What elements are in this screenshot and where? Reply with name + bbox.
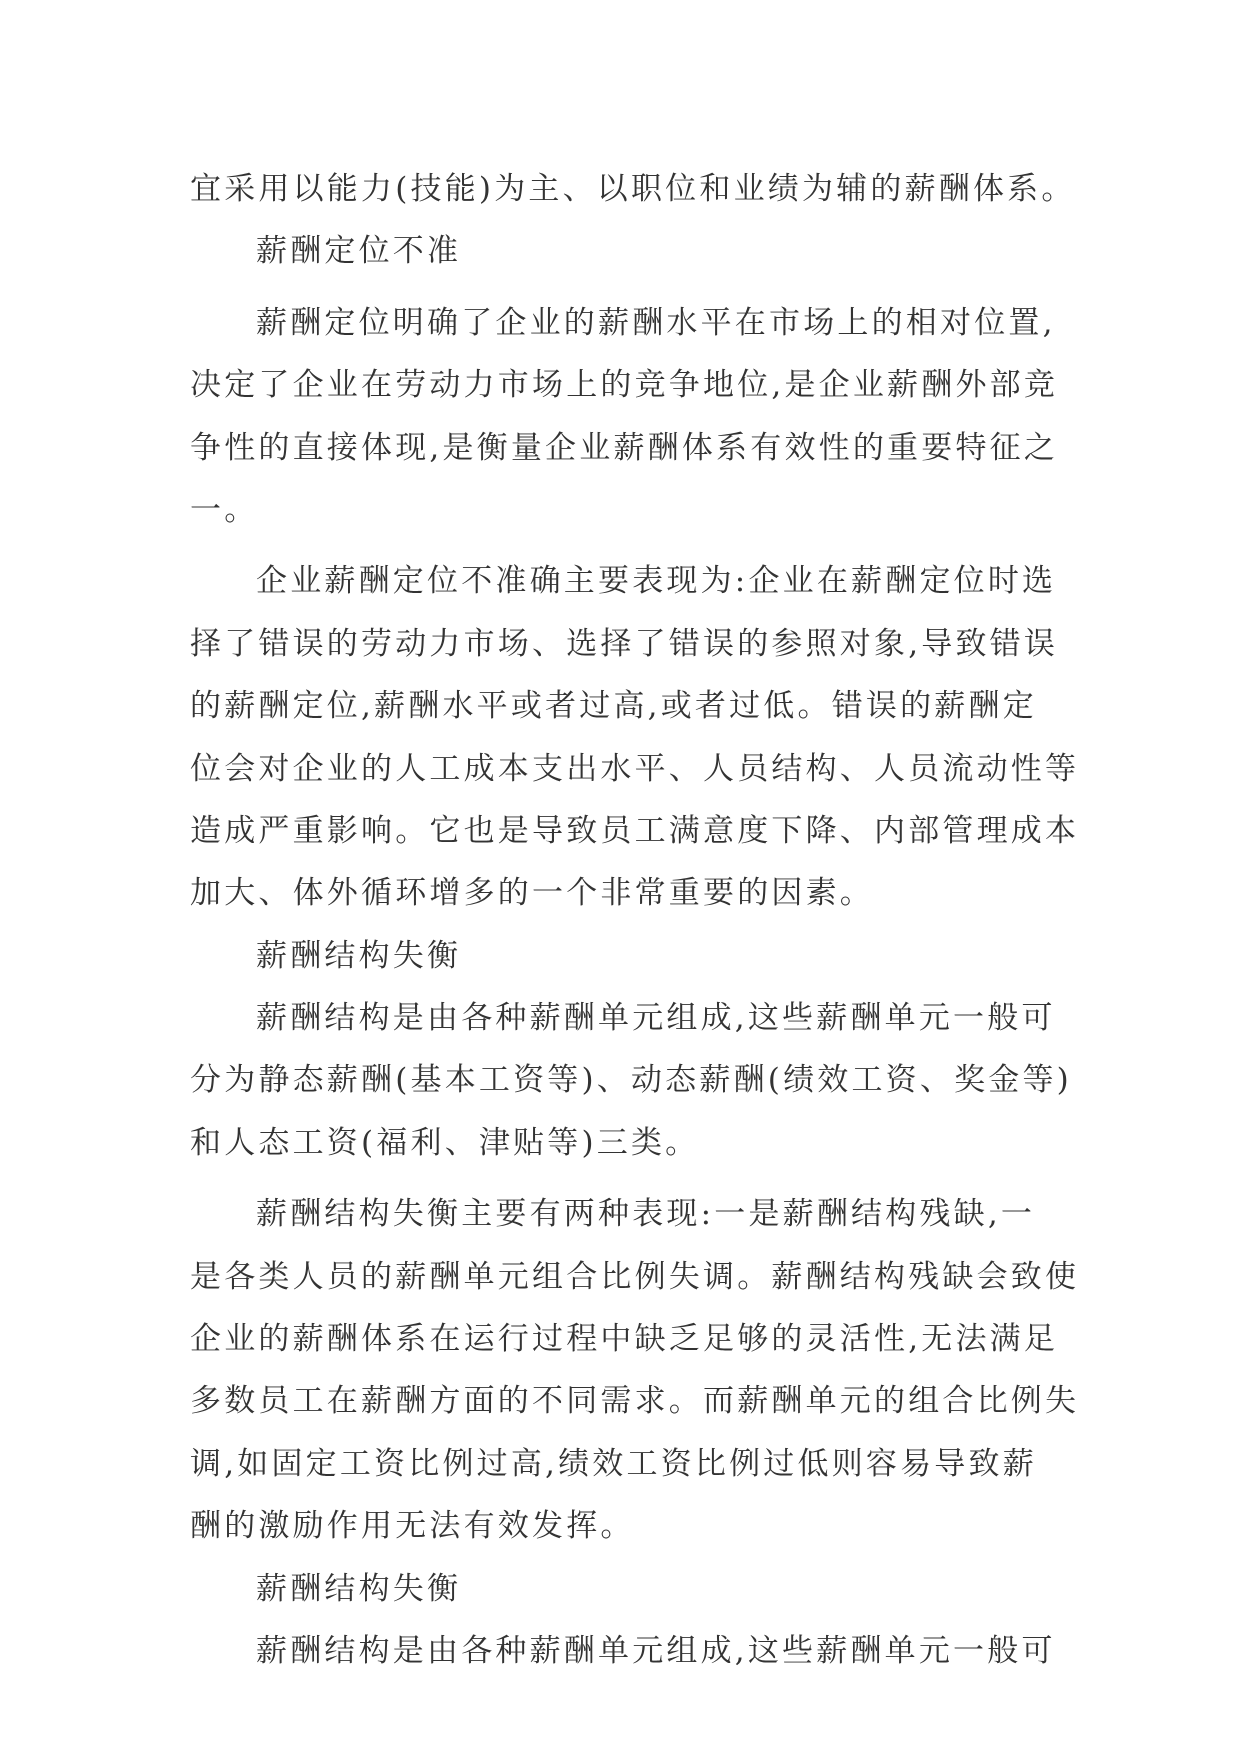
text-line: 薪酬结构失衡主要有两种表现:一是薪酬结构残缺,一 [256,1196,1036,1233]
text-line: 决定了企业在劳动力市场上的竞争地位,是企业薪酬外部竞 [190,367,1059,404]
text-line: 酬的激励作用无法有效发挥。 [190,1508,635,1545]
text-line: 薪酬定位明确了企业的薪酬水平在市场上的相对位置, [256,304,1056,341]
text-line: 是各类人员的薪酬单元组合比例失调。薪酬结构残缺会致使 [190,1258,1080,1295]
text-line: 调,如固定工资比例过高,绩效工资比例过低则容易导致薪 [190,1445,1037,1482]
text-line: 的薪酬定位,薪酬水平或者过高,或者过低。错误的薪酬定 [190,688,1037,725]
section-heading: 薪酬结构失衡 [256,1570,462,1607]
text-line: 造成严重影响。它也是导致员工满意度下降、内部管理成本 [190,812,1080,849]
text-line: 宜采用以能力(技能)为主、以职位和业绩为辅的薪酬体系。 [190,171,1076,207]
section-heading: 薪酬定位不准 [256,233,462,270]
text-line: 加大、体外循环增多的一个非常重要的因素。 [190,875,874,912]
text-line: 薪酬结构是由各种薪酬单元组成,这些薪酬单元一般可 [256,1632,1056,1669]
text-line: 一。 [190,491,259,528]
text-line: 位会对企业的人工成本支出水平、人员结构、人员流动性等 [190,750,1080,787]
text-line: 争性的直接体现,是衡量企业薪酬体系有效性的重要特征之 [190,429,1059,466]
text-line: 企业的薪酬体系在运行过程中缺乏足够的灵活性,无法满足 [190,1321,1059,1358]
text-line: 择了错误的劳动力市场、选择了错误的参照对象,导致错误 [190,625,1059,662]
text-line: 企业薪酬定位不准确主要表现为:企业在薪酬定位时选 [256,563,1057,600]
text-line: 薪酬结构是由各种薪酬单元组成,这些薪酬单元一般可 [256,1000,1056,1037]
text-line: 多数员工在薪酬方面的不同需求。而薪酬单元的组合比例失 [190,1383,1080,1420]
text-line: 和人态工资(福利、津贴等)三类。 [190,1124,700,1161]
document-body [190,158,1080,1682]
text-line: 分为静态薪酬(基本工资等)、动态薪酬(绩效工资、奖金等) [190,1062,1072,1099]
section-heading: 薪酬结构失衡 [256,937,462,974]
